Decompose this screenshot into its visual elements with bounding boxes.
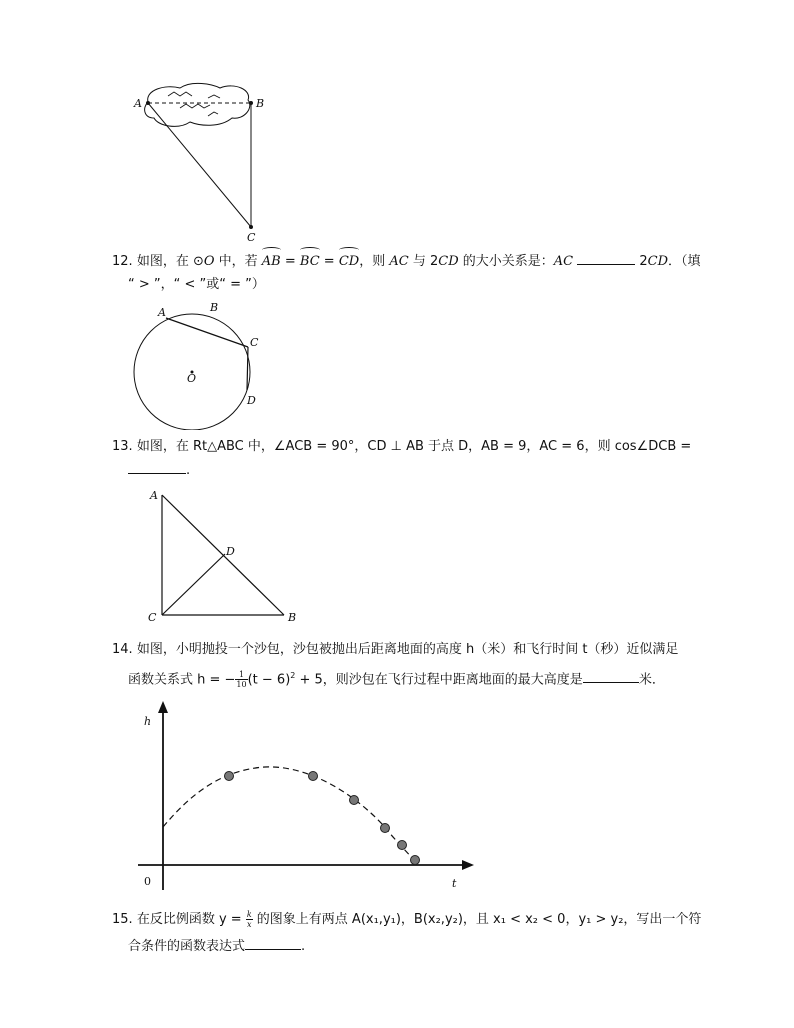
label-a: A xyxy=(150,489,158,502)
axis-label-h: h xyxy=(144,715,152,728)
fraction: $\frac{1}{10}$ xyxy=(236,670,247,690)
origin-label: 0 xyxy=(144,875,151,888)
figure-q13 xyxy=(140,485,310,625)
arc-cd: CD xyxy=(339,250,359,274)
chord-ac xyxy=(166,318,248,347)
trajectory-curve xyxy=(163,767,415,861)
question-14: 14. 如图，小明抛投一个沙包，沙包被抛出后距离地面的高度 h（米）和飞行时间 t（秒）近似满足 xyxy=(112,642,679,657)
question-12-line2: “ > ”，“ < ”或“ = ”） xyxy=(128,277,265,292)
question-15: 15. 在反比例函数 y = $\frac{k}{x}$ 的图象上有两点 A(x₁,y₁)，B(x₂,y₂)，且 x₁ < x₂ < 0，y₁ > y₂，写出一个符 xyxy=(112,910,702,929)
label-a: A xyxy=(134,97,142,110)
data-point xyxy=(411,856,420,865)
x-axis-arrow xyxy=(462,860,474,870)
label-c: C xyxy=(247,231,256,244)
figure-q11 xyxy=(120,80,280,245)
question-number: 15. xyxy=(112,912,133,927)
figure-q14 xyxy=(130,695,490,895)
label-a: A xyxy=(158,306,166,319)
data-point xyxy=(309,772,318,781)
answer-blank[interactable] xyxy=(583,668,639,683)
cloud-squiggle xyxy=(168,92,192,96)
question-number: 14. xyxy=(112,642,133,657)
axis-label-t: t xyxy=(452,877,457,890)
question-13: 13. 如图，在 Rt△ABC 中，∠ACB = 90°，CD ⊥ AB 于点 D，AB = 9，AC = 6，则 cos∠DCB = xyxy=(112,439,692,454)
point-c xyxy=(249,225,253,229)
answer-blank[interactable] xyxy=(128,459,186,474)
label-b: B xyxy=(256,97,265,110)
data-point xyxy=(398,841,407,850)
answer-blank[interactable] xyxy=(245,935,301,950)
label-d: D xyxy=(247,394,256,407)
question-number: 13. xyxy=(112,439,133,454)
cloud-squiggle xyxy=(208,95,220,98)
data-point xyxy=(225,772,234,781)
question-12: 12. 如图，在 ⊙O 中，若 AB = BC = CD，则 AC 与 2CD 的大小关系是：AC 2CD．（填 xyxy=(112,250,701,274)
segment-cd xyxy=(162,554,225,615)
question-14-line2: 函数关系式 h = − $\frac{1}{10}$ $(t - 6)^2 + 5$，则沙包在飞行过程中距离地面的最大高度是 米． xyxy=(128,670,665,690)
cloud-squiggle xyxy=(208,112,218,116)
label-o: O xyxy=(187,372,197,385)
point-a xyxy=(146,101,150,105)
answer-blank[interactable] xyxy=(577,250,635,265)
label-b: B xyxy=(210,301,219,314)
question-13-line2: . xyxy=(128,459,190,483)
segment-ac xyxy=(148,103,251,227)
y-axis-arrow xyxy=(158,701,168,713)
cloud-squiggle xyxy=(180,104,210,108)
label-d: D xyxy=(226,545,235,558)
arc-bc: BC xyxy=(300,250,320,274)
label-c: C xyxy=(148,611,157,624)
data-point xyxy=(381,824,390,833)
arc-ab: AB xyxy=(262,250,281,274)
data-point xyxy=(350,796,359,805)
label-c: C xyxy=(250,336,259,349)
fraction: $\frac{k}{x}$ xyxy=(246,910,252,929)
label-b: B xyxy=(288,611,297,624)
point-b xyxy=(249,101,253,105)
question-number: 12. xyxy=(112,254,133,269)
figure-q12 xyxy=(130,300,270,430)
question-15-line2: 合条件的函数表达式 . xyxy=(128,935,305,959)
